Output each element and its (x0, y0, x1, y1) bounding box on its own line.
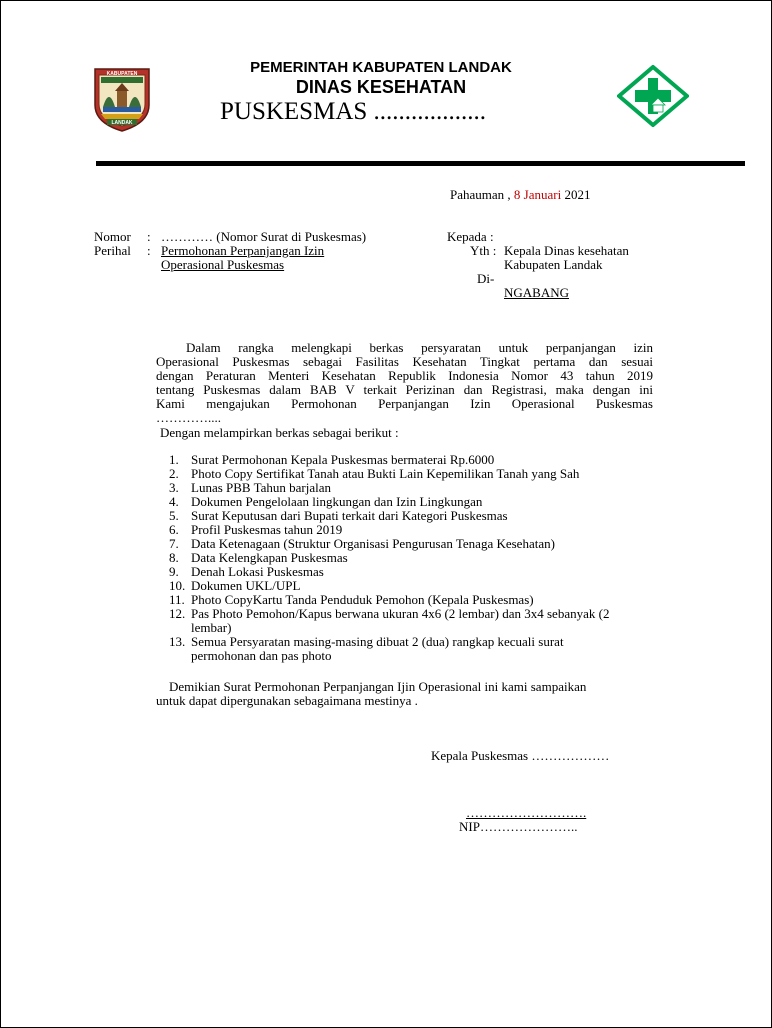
list-item: 9. Denah Lokasi Puskesmas (169, 564, 324, 579)
nomor-value: ………… (Nomor Surat di Puskesmas) (161, 229, 367, 244)
letter-date (450, 188, 590, 202)
paragraph-line: Kami mengajukan Permohonan Perpanjangan Izin Operasional Puskesmas (156, 396, 653, 411)
list-item: 7. Data Ketenagaan (Struktur Organisasi Pengurusan Tenaga Kesehatan) (169, 536, 555, 551)
recipient-line-1: Kepala Dinas kesehatan (504, 243, 629, 258)
emblem-top-text: KABUPATEN (106, 71, 138, 77)
paragraph-line: Operasional Puskesmas sebagai Fasilitas Kesehatan Tingkat pertama dan sesuai (156, 354, 653, 369)
header-divider (96, 161, 745, 166)
date-place: Pahauman , (450, 187, 511, 202)
yth-label: Yth : (470, 243, 497, 258)
body-paragraph (156, 341, 653, 425)
signature-name-line: ………………………. (466, 805, 587, 820)
list-item: 3. Lunas PBB Tahun barjalan (169, 480, 332, 495)
attachment-list (169, 453, 689, 663)
perihal-line-1: Permohonan Perpanjangan Izin (161, 243, 325, 258)
signature-title: Kepala Puskesmas ……………… (431, 748, 610, 763)
paragraph-line: Dalam rangka melengkapi berkas persyaratan untuk perpanjangan izin (186, 340, 653, 355)
signature-nip: NIP………………….. (459, 819, 578, 834)
government-title: PEMERINTAH KABUPATEN LANDAK (250, 59, 512, 76)
closing-line-1: Demikian Surat Permohonan Perpanjangan Ijin Operasional ini kami sampaikan (169, 679, 587, 694)
closing-line-2: untuk dapat dipergunakan sebagaimana mestinya . (156, 693, 418, 708)
agency-title: DINAS KESEHATAN (295, 77, 467, 97)
kepada-label: Kepada : (447, 229, 494, 244)
di-label: Di- (477, 271, 495, 286)
date-year: 2021 (564, 187, 591, 202)
nomor-label: Nomor (94, 229, 131, 244)
perihal-colon: : (147, 243, 151, 258)
list-item: 2. Photo Copy Sertifikat Tanah atau Bukti Lain Kepemilikan Tanah yang Sah (169, 466, 580, 481)
list-item: 11. Photo CopyKartu Tanda Penduduk Pemohon (Kepala Puskesmas) (169, 592, 534, 607)
perihal-line-2: Operasional Puskesmas (161, 257, 285, 272)
list-item: 1. Surat Permohonan Kepala Puskesmas bermaterai Rp.6000 (169, 452, 495, 467)
list-item: 10. Dokumen UKL/UPL (169, 578, 301, 593)
perihal-label: Perihal (94, 243, 131, 258)
list-item: 12. Pas Photo Pemohon/Kapus berwana ukuran 4x6 (2 lembar) dan 3x4 sebanyak (2 lembar) (169, 606, 610, 635)
list-item: 13. Semua Persyaratan masing-masing dibuat 2 (dua) rangkap kecuali surat permohonan dan pas photo (169, 634, 564, 663)
paragraph-line: dengan Peraturan Menteri Kesehatan Republik Indonesia Nomor 43 tahun 2019 (156, 368, 653, 383)
list-item: 5. Surat Keputusan dari Bupati terkait dari Kategori Puskesmas (169, 508, 508, 523)
date-day-month: 8 Januari (513, 187, 562, 202)
paragraph-line: ………….... (156, 410, 221, 425)
nomor-colon: : (147, 229, 151, 244)
recipient-line-2: Kabupaten Landak (504, 257, 603, 272)
puskesmas-title: PUSKESMAS .................. (220, 98, 487, 125)
paragraph-line: tentang Puskesmas dalam BAB V terkait Perizinan dan Registrasi, maka dengan ini (156, 382, 653, 397)
emblem-bottom-text: LANDAK (111, 120, 133, 126)
recipient-city: NGABANG (504, 285, 569, 300)
attachment-intro: Dengan melampirkan berkas sebagai berikut : (160, 425, 399, 440)
list-item: 6. Profil Puskesmas tahun 2019 (169, 522, 343, 537)
list-item: 8. Data Kelengkapan Puskesmas (169, 550, 348, 565)
list-item: 4. Dokumen Pengelolaan lingkungan dan Izin Lingkungan (169, 494, 483, 509)
